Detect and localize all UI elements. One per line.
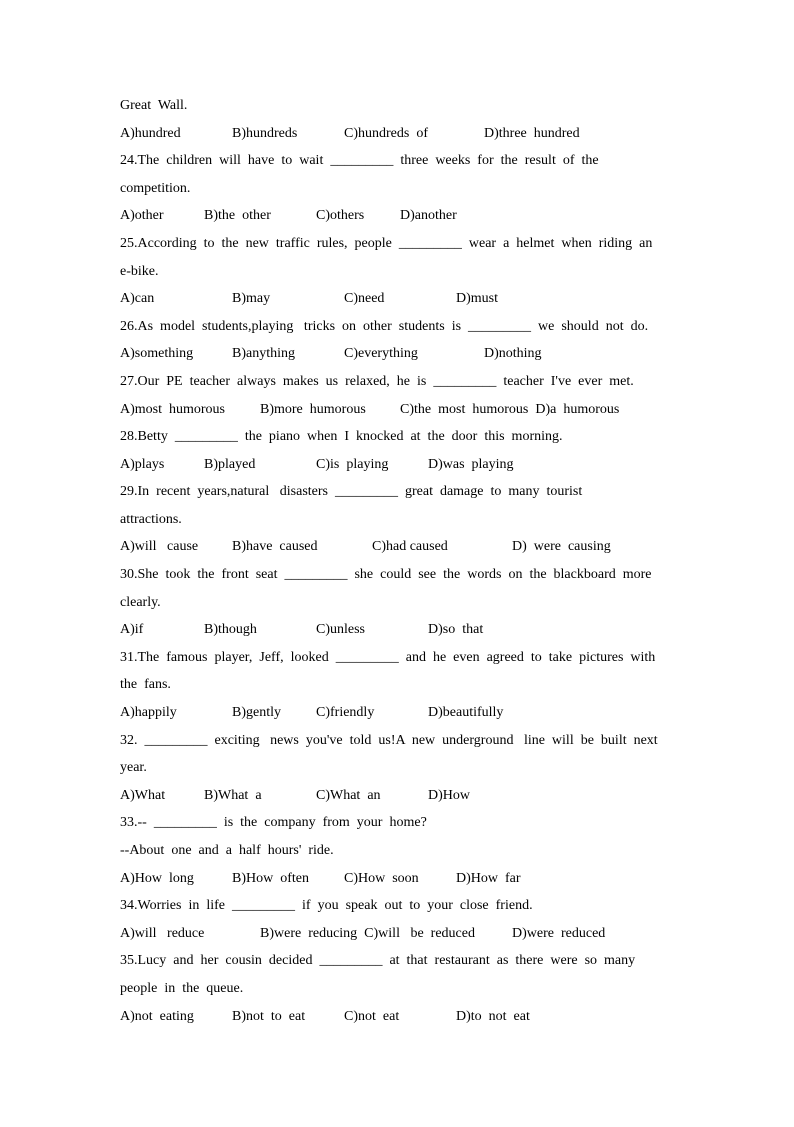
option-a: A)will reduce [120,926,205,941]
text-line: clearly. [120,595,161,610]
option-a: A)hundred [120,126,181,141]
option-b: B)have caused [232,539,318,554]
option-b: B)not to eat [232,1009,306,1024]
option-a: A)plays [120,457,165,472]
options-row-q31 [120,703,504,723]
options-row-q32 [120,786,470,806]
options-row-q24 [120,206,457,226]
option-d: D)to not eat [456,1009,530,1024]
options-row-q27 [120,400,620,420]
question-29: 29.In recent years,natural disasters _________ great damage to many tourist [120,484,583,499]
option-c: C)What an [316,788,381,803]
option-d: D)How far [456,871,521,886]
question-28: 28.Betty _________ the piano when I knocked at the door this morning. [120,429,563,444]
question-33: 33.-- _________ is the company from your home? [120,815,427,830]
option-b: B)played [204,457,256,472]
option-d: D)nothing [484,346,542,361]
option-b: B)gently [232,705,281,720]
option-a: A)will cause [120,539,199,554]
options-row-q29 [120,537,611,557]
option-d: D)must [456,291,498,306]
option-d: D)were reduced [512,926,606,941]
option-a: A)can [120,291,155,306]
option-b: B)What a [204,788,262,803]
option-a: A)What [120,788,166,803]
question-34: 34.Worries in life _________ if you speak out to your close friend. [120,898,533,913]
option-d: D)beautifully [428,705,504,720]
options-row-q25 [120,289,498,309]
option-c: C)others [316,208,365,223]
option-d: D)another [400,208,457,223]
option-c: C)everything [344,346,418,361]
text-line: e-bike. [120,264,159,279]
text-line: attractions. [120,512,182,527]
question-25: 25.According to the new traffic rules, people _________ wear a helmet when riding an [120,236,653,251]
option-c: C)friendly [316,705,375,720]
option-b-c: B)were reducing C)will be reduced [260,926,475,941]
question-26: 26.As model students,playing tricks on other students is _________ we should not do. [120,319,649,334]
option-a: A)most humorous [120,402,225,417]
option-c-d: C)the most humorous D)a humorous [400,402,620,417]
option-c: C)need [344,291,385,306]
option-b: B)the other [204,208,271,223]
option-a: A)other [120,208,164,223]
option-c: C)How soon [344,871,419,886]
text-line: year. [120,760,147,775]
text-line: competition. [120,181,191,196]
option-d: D) were causing [512,539,611,554]
option-a: A)happily [120,705,177,720]
option-c: C)unless [316,622,365,637]
option-c: C)hundreds of [344,126,428,141]
option-d: D)How [428,788,470,803]
option-b: B)hundreds [232,126,298,141]
question-31: 31.The famous player, Jeff, looked _________ and he even agreed to take pictures with [120,650,656,665]
option-c: C)had caused [372,539,448,554]
option-b: B)anything [232,346,295,361]
option-b: B)How often [232,871,309,886]
option-a: A)not eating [120,1009,194,1024]
option-c: C)not eat [344,1009,400,1024]
options-row-q23 [120,124,580,144]
question-24: 24.The children will have to wait _________ three weeks for the result of the [120,153,599,168]
options-row-q26 [120,344,542,364]
text-line: Great Wall. [120,98,188,113]
question-32: 32. _________ exciting news you've told us!A new underground line will be built next [120,733,658,748]
question-35: 35.Lucy and her cousin decided _________ at that restaurant as there were so many [120,953,636,968]
option-b: B)more humorous [260,402,366,417]
option-a: A)How long [120,871,194,886]
text-line: people in the queue. [120,981,244,996]
text-line: --About one and a half hours' ride. [120,843,334,858]
option-c: C)is playing [316,457,389,472]
option-d: D)was playing [428,457,514,472]
option-d: D)so that [428,622,484,637]
option-b: B)though [204,622,257,637]
option-d: D)three hundred [484,126,580,141]
options-row-q34 [120,924,606,944]
options-row-q30 [120,620,484,640]
option-a: A)something [120,346,194,361]
question-30: 30.She took the front seat _________ she could see the words on the blackboard more [120,567,652,582]
options-row-q28 [120,455,514,475]
question-27: 27.Our PE teacher always makes us relaxed, he is _________ teacher I've ever met. [120,374,634,389]
text-line: the fans. [120,677,171,692]
option-b: B)may [232,291,271,306]
options-row-q35 [120,1007,530,1027]
options-row-q33 [120,869,521,889]
option-a: A)if [120,622,144,637]
